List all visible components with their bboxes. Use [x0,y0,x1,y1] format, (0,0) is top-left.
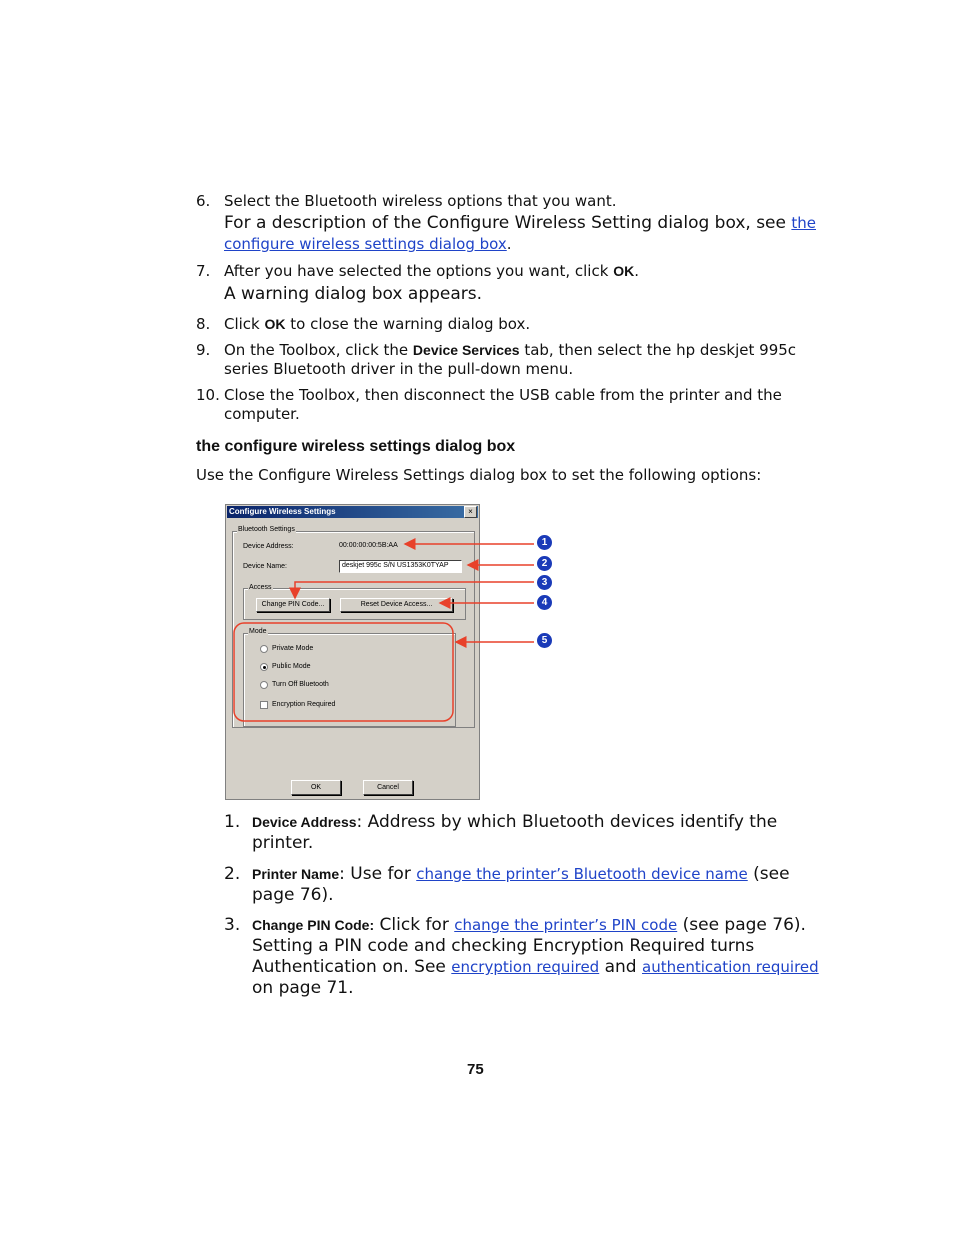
item-3-change-pin-code: Change PIN Code: [252,917,375,933]
mode-highlight-outline [234,623,453,721]
section-intro: Use the Configure Wireless Settings dialog box to set the following options: [196,466,762,484]
step-6-number: 6. [196,192,211,210]
link-dialog-section-a[interactable]: the [791,214,816,232]
turn-off-bluetooth-label: Turn Off Bluetooth [272,681,329,688]
link-encryption-required[interactable]: encryption required [451,958,600,976]
step-7-note: A warning dialog box appears. [224,284,483,304]
callout-5-icon: 5 [537,633,552,648]
step-6-desc-prefix: For a description of the Configure Wireless Setting dialog box, see [224,213,792,233]
device-address-value: 00:00:00:00:5B:AA [339,542,398,549]
callout-1-icon: 1 [537,535,552,550]
reset-device-access-button[interactable]: Reset Device Access... [340,598,453,612]
change-pin-code-button[interactable]: Change PIN Code... [256,598,330,612]
item-1-device-address: Device Address [252,814,357,830]
bluetooth-settings-label: Bluetooth Settings [238,526,295,533]
callout-2-icon: 2 [537,556,552,571]
item-3-number: 3. [224,915,241,935]
callout-4-icon: 4 [537,595,552,610]
item-2-number: 2. [224,864,241,884]
page-number: 75 [467,1061,484,1078]
item-2-text [252,864,790,885]
item-2-text-a: : Use for [339,864,417,884]
step-10-line1: Close the Toolbox, then disconnect the USB cable from the printer and the [224,386,782,404]
device-address-label: Device Address: [243,543,294,550]
item-1-text [252,812,777,833]
item-1-text-a: : Address by which Bluetooth devices identify the [356,812,778,832]
item-2-printer-name: Printer Name [252,866,340,882]
link-authentication-required[interactable]: authentication required [642,958,819,976]
step-8-number: 8. [196,315,211,333]
step-7-text-a: After you have selected the options you want, click [224,262,614,280]
step-10-number: 10. [196,386,220,404]
step-8-ok: OK [264,316,286,332]
item-3-line3 [252,957,819,978]
step-7-number: 7. [196,262,211,280]
step-7-text-b: . [634,262,639,280]
dialog-close-button[interactable]: × [464,506,477,518]
item-3-text [252,915,806,936]
device-name-input[interactable]: deskjet 995c S/N US1353K0TYAP [339,560,462,573]
item-3-line4: on page 71. [252,978,354,998]
step-8-text-a: Click [224,315,265,333]
step-6-text: Select the Bluetooth wireless options that you want. [224,192,617,210]
callout-3-icon: 3 [537,575,552,590]
private-mode-label: Private Mode [272,645,314,652]
dialog-ok-button[interactable]: OK [291,780,341,795]
public-mode-label: Public Mode [272,663,311,670]
item-3-text-b: (see page 76). [677,915,806,935]
step-9-text-b: tab, then select the hp deskjet 995c [519,341,797,359]
step-9-device-services: Device Services [412,342,520,358]
device-name-label: Device Name: [243,563,287,570]
access-group-label: Access [249,584,272,591]
link-change-pin-code[interactable]: change the printer’s PIN code [454,916,678,934]
dialog-titlebar: Configure Wireless Settings [227,506,478,518]
step-8-text-b: to close the warning dialog box. [285,315,531,333]
item-1-number: 1. [224,812,241,832]
item-3-line3-b: and [599,957,642,977]
item-3-line2: Setting a PIN code and checking Encryption Required turns [252,936,755,956]
step-10-line2: computer. [224,405,300,423]
mode-group-label: Mode [249,628,267,635]
step-6-desc-suffix: . [506,235,512,253]
link-dialog-section-b[interactable]: configure wireless settings dialog box [224,235,507,253]
item-3-line3-a: Authentication on. See [252,957,452,977]
dialog-cancel-button[interactable]: Cancel [363,780,413,795]
item-3-text-a: Click for [374,915,455,935]
step-9-text-a: On the Toolbox, click the [224,341,413,359]
link-change-bluetooth-name[interactable]: change the printer’s Bluetooth device name [416,865,748,883]
item-2-line2: page 76). [252,885,334,905]
step-7-ok: OK [613,263,635,279]
item-1-line2: printer. [252,833,314,853]
section-heading: the configure wireless settings dialog box [196,438,516,455]
step-9-number: 9. [196,341,211,359]
encryption-required-label: Encryption Required [272,701,336,708]
arrow-3 [295,582,534,598]
item-2-text-b: (see [747,864,790,884]
step-9-line2: series Bluetooth driver in the pull-down menu. [224,360,574,378]
